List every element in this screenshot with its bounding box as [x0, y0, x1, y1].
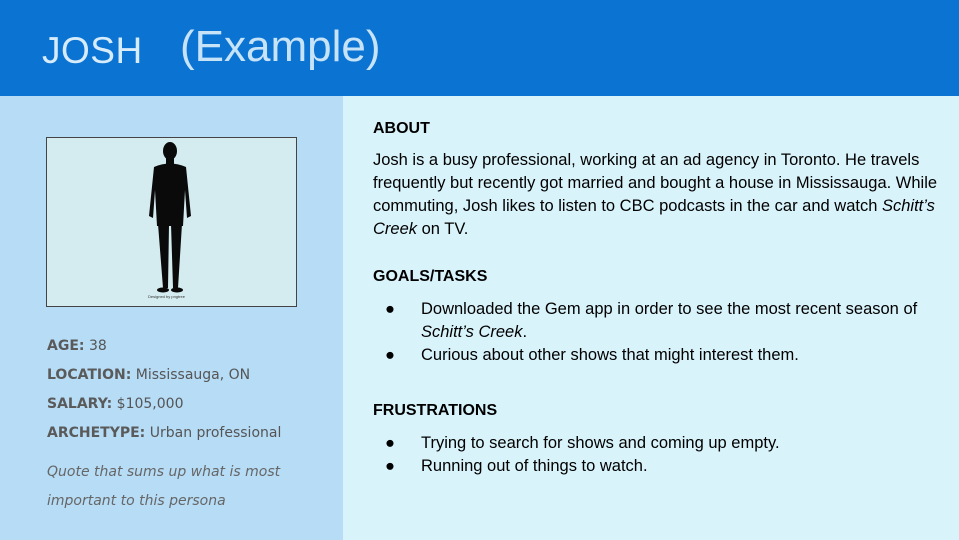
- list-item: [385, 455, 925, 478]
- header-bar: [0, 0, 959, 96]
- list-item-text: Running out of things to watch.: [421, 457, 648, 475]
- persona-quote: Quote that sums up what is most important to this persona: [47, 464, 281, 509]
- goals-list: [385, 298, 925, 367]
- list-item-text: Downloaded the Gem app in order to see the most recent season of: [421, 300, 918, 318]
- fact-value: Urban professional: [149, 425, 282, 441]
- bullet-icon: ●: [385, 300, 395, 318]
- frustrations-list: [385, 432, 925, 478]
- list-item-text: Trying to search for shows and coming up empty.: [421, 434, 780, 452]
- persona-tag: (Example): [180, 22, 381, 71]
- fact-value: $105,000: [116, 396, 184, 412]
- fact-label: ARCHETYPE:: [47, 425, 146, 441]
- list-item: [385, 298, 925, 344]
- persona-facts: [47, 337, 337, 453]
- about-text-italic: Schitt’s Creek: [373, 197, 935, 238]
- about-text-part: on TV.: [417, 220, 469, 238]
- goals-heading: GOALS/TASKS: [373, 268, 488, 285]
- about-text-part: Josh is a busy professional, working at an ad agency in Toronto. He travels frequently but recently got married and bought a house in Mississauga. While commuting, Josh likes to listen to CBC podcasts in the car and watch: [373, 151, 938, 215]
- fact-value: Mississauga, ON: [135, 367, 251, 383]
- bullet-icon: ●: [385, 346, 395, 364]
- photo-credit: Designed by pngtree: [148, 294, 185, 299]
- list-item-text: .: [522, 323, 528, 341]
- bullet-icon: ●: [385, 434, 395, 452]
- persona-photo: [46, 137, 297, 307]
- list-item: [385, 432, 925, 455]
- list-item-text: Curious about other shows that might interest them.: [421, 346, 799, 364]
- frustrations-heading: FRUSTRATIONS: [373, 402, 498, 419]
- list-item: [385, 344, 925, 367]
- silhouette-image: [47, 138, 296, 306]
- persona-name: JOSH: [42, 30, 143, 71]
- fact-label: AGE:: [47, 338, 85, 354]
- fact-label: LOCATION:: [47, 367, 132, 383]
- fact-value: 38: [88, 338, 107, 354]
- about-text: [373, 149, 945, 241]
- fact-archetype: [47, 424, 337, 453]
- fact-age: [47, 337, 337, 366]
- fact-location: [47, 366, 337, 395]
- fact-label: SALARY:: [47, 396, 113, 412]
- about-heading: ABOUT: [373, 120, 430, 137]
- list-item-italic: Schitt’s Creek: [421, 323, 523, 341]
- fact-salary: [47, 395, 337, 424]
- bullet-icon: ●: [385, 457, 395, 475]
